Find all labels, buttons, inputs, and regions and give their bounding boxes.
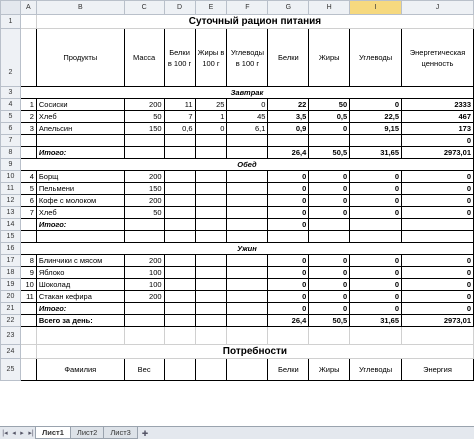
blank-energy[interactable]: 0 <box>402 135 474 147</box>
item-number[interactable]: 9 <box>20 267 36 279</box>
col-header-g[interactable]: G <box>268 1 309 15</box>
row-header[interactable]: 15 <box>1 231 21 243</box>
col-header-f[interactable]: F <box>227 1 268 15</box>
sheet-tab-bar <box>0 426 474 439</box>
item-number[interactable]: 11 <box>20 291 36 303</box>
item-carb[interactable]: 0 <box>350 195 402 207</box>
item-mass[interactable]: 200 <box>124 255 164 267</box>
section-breakfast[interactable]: Завтрак <box>230 88 264 97</box>
row-header[interactable]: 17 <box>1 255 21 267</box>
row-header[interactable]: 9 <box>1 159 21 171</box>
item-fat[interactable]: 0 <box>309 279 350 291</box>
item-carb[interactable]: 22,5 <box>350 111 402 123</box>
select-all-corner[interactable] <box>1 1 21 15</box>
item-number[interactable]: 7 <box>20 207 36 219</box>
item-fat100[interactable]: 1 <box>195 111 227 123</box>
item-mass[interactable]: 150 <box>124 123 164 135</box>
item-mass[interactable]: 50 <box>124 207 164 219</box>
header-prot100[interactable]: Белки в 100 г <box>164 29 195 87</box>
item-prot100[interactable]: 0,6 <box>164 123 195 135</box>
item-fat[interactable]: 0 <box>309 195 350 207</box>
item-mass[interactable]: 200 <box>124 99 164 111</box>
item-prot[interactable]: 0 <box>268 183 309 195</box>
item-carb[interactable]: 0 <box>350 207 402 219</box>
item-fat100[interactable]: 25 <box>195 99 227 111</box>
needs-header-carb[interactable]: Углеводы <box>350 359 402 381</box>
dinner-total-fat[interactable]: 0 <box>309 303 350 315</box>
row-header[interactable]: 22 <box>1 315 21 327</box>
item-number[interactable]: 8 <box>20 255 36 267</box>
item-fat[interactable]: 0 <box>309 123 350 135</box>
item-number[interactable]: 6 <box>20 195 36 207</box>
col-header-e[interactable]: E <box>195 1 227 15</box>
header-products[interactable]: Продукты <box>36 29 124 87</box>
item-carb100[interactable]: 45 <box>227 111 268 123</box>
sheet-title[interactable]: Суточный рацион питания <box>36 15 473 29</box>
item-mass[interactable]: 150 <box>124 183 164 195</box>
item-energy[interactable]: 0 <box>402 267 474 279</box>
item-fat[interactable]: 0 <box>309 183 350 195</box>
row-header[interactable]: 21 <box>1 303 21 315</box>
item-carb[interactable]: 0 <box>350 255 402 267</box>
row-header[interactable]: 14 <box>1 219 21 231</box>
item-prot[interactable]: 0 <box>268 279 309 291</box>
day-total-label[interactable]: Всего за день: <box>36 315 124 327</box>
item-carb[interactable]: 9,15 <box>350 123 402 135</box>
item-energy[interactable]: 0 <box>402 195 474 207</box>
row-header[interactable]: 1 <box>1 15 21 29</box>
col-header-a[interactable]: A <box>20 1 36 15</box>
row-header[interactable]: 10 <box>1 171 21 183</box>
item-energy[interactable]: 0 <box>402 183 474 195</box>
tab-sheet3[interactable]: Лист3 <box>103 427 137 439</box>
row-header[interactable]: 25 <box>1 359 21 381</box>
item-prot[interactable]: 3,5 <box>268 111 309 123</box>
item-mass[interactable]: 200 <box>124 171 164 183</box>
item-name[interactable]: Яблоко <box>36 267 124 279</box>
lunch-total-prot[interactable]: 0 <box>268 219 309 231</box>
col-header-b[interactable]: B <box>36 1 124 15</box>
item-mass[interactable]: 100 <box>124 267 164 279</box>
section-dinner[interactable]: Ужин <box>237 244 257 253</box>
row-header[interactable]: 20 <box>1 291 21 303</box>
header-carb100[interactable]: Углеводы в 100 г <box>227 29 268 87</box>
item-fat[interactable]: 0 <box>309 267 350 279</box>
first-sheet-icon[interactable]: |◂ <box>2 430 8 437</box>
breakfast-total-label[interactable]: Итого: <box>36 147 124 159</box>
item-name[interactable]: Кофе с молоком <box>36 195 124 207</box>
item-fat[interactable]: 0 <box>309 171 350 183</box>
item-prot[interactable]: 0 <box>268 171 309 183</box>
insert-sheet-icon[interactable]: ✚ <box>141 428 149 438</box>
needs-title[interactable]: Потребности <box>36 345 473 359</box>
dinner-total-label[interactable]: Итого: <box>36 303 124 315</box>
item-fat100[interactable]: 0 <box>195 123 227 135</box>
item-fat[interactable]: 50 <box>309 99 350 111</box>
item-prot[interactable]: 0 <box>268 207 309 219</box>
header-carb[interactable]: Углеводы <box>350 29 402 87</box>
day-total-prot[interactable]: 26,4 <box>268 315 309 327</box>
row-header[interactable]: 2 <box>1 29 21 87</box>
item-energy[interactable]: 0 <box>402 255 474 267</box>
item-prot[interactable]: 0 <box>268 195 309 207</box>
item-fat[interactable]: 0 <box>309 291 350 303</box>
last-sheet-icon[interactable]: ▸| <box>28 430 34 437</box>
item-number[interactable]: 3 <box>20 123 36 135</box>
item-number[interactable]: 1 <box>20 99 36 111</box>
needs-header-energy[interactable]: Энергия <box>402 359 474 381</box>
row-header[interactable]: 18 <box>1 267 21 279</box>
row-header[interactable]: 24 <box>1 345 21 359</box>
needs-header-fat[interactable]: Жиры <box>309 359 350 381</box>
item-energy[interactable]: 0 <box>402 279 474 291</box>
item-number[interactable]: 2 <box>20 111 36 123</box>
tab-navigation <box>0 429 36 437</box>
row-header[interactable]: 11 <box>1 183 21 195</box>
item-number[interactable]: 4 <box>20 171 36 183</box>
item-fat[interactable]: 0 <box>309 207 350 219</box>
row-header[interactable]: 7 <box>1 135 21 147</box>
breakfast-total-energy[interactable]: 2973,01 <box>402 147 474 159</box>
item-name[interactable]: Шоколад <box>36 279 124 291</box>
item-prot[interactable]: 22 <box>268 99 309 111</box>
prev-sheet-icon[interactable]: ◂ <box>12 430 16 437</box>
dinner-total-energy[interactable]: 0 <box>402 303 474 315</box>
column-header-row <box>1 1 474 15</box>
col-header-i[interactable]: I <box>350 1 402 15</box>
item-carb[interactable]: 0 <box>350 183 402 195</box>
item-energy[interactable]: 0 <box>402 171 474 183</box>
item-number[interactable]: 5 <box>20 183 36 195</box>
item-name[interactable]: Стакан кефира <box>36 291 124 303</box>
row-header[interactable]: 4 <box>1 99 21 111</box>
item-prot100[interactable]: 7 <box>164 111 195 123</box>
item-fat[interactable]: 0 <box>309 255 350 267</box>
dinner-total-carb[interactable]: 0 <box>350 303 402 315</box>
needs-header-surname[interactable]: Фамилия <box>36 359 124 381</box>
breakfast-total-carb[interactable]: 31,65 <box>350 147 402 159</box>
item-prot[interactable]: 0 <box>268 267 309 279</box>
item-carb[interactable]: 0 <box>350 291 402 303</box>
item-name[interactable]: Апельсин <box>36 123 124 135</box>
header-prot[interactable]: Белки <box>268 29 309 87</box>
tab-sheet2[interactable]: Лист2 <box>70 427 104 439</box>
breakfast-total-prot[interactable]: 26,4 <box>268 147 309 159</box>
header-fat100[interactable]: Жиры в 100 г <box>195 29 227 87</box>
row-header[interactable]: 16 <box>1 243 21 255</box>
item-carb[interactable]: 0 <box>350 279 402 291</box>
row-header[interactable]: 8 <box>1 147 21 159</box>
item-prot100[interactable]: 11 <box>164 99 195 111</box>
col-header-d[interactable]: D <box>164 1 195 15</box>
breakfast-total-fat[interactable]: 50,5 <box>309 147 350 159</box>
item-name[interactable]: Блинчики с мясом <box>36 255 124 267</box>
day-total-carb[interactable]: 31,65 <box>350 315 402 327</box>
item-prot[interactable]: 0 <box>268 291 309 303</box>
tab-sheet1[interactable]: Лист1 <box>35 427 71 439</box>
day-total-energy[interactable]: 2973,01 <box>402 315 474 327</box>
item-name[interactable]: Хлеб <box>36 207 124 219</box>
item-mass[interactable]: 200 <box>124 291 164 303</box>
item-number[interactable]: 10 <box>20 279 36 291</box>
item-energy[interactable]: 0 <box>402 207 474 219</box>
header-energy[interactable]: Энергетическая ценность <box>402 29 474 87</box>
row-header[interactable]: 6 <box>1 123 21 135</box>
item-carb[interactable]: 0 <box>350 267 402 279</box>
item-energy[interactable]: 0 <box>402 291 474 303</box>
item-energy[interactable]: 2333 <box>402 99 474 111</box>
item-name[interactable]: Хлеб <box>36 111 124 123</box>
item-energy[interactable]: 173 <box>402 123 474 135</box>
item-fat[interactable]: 0,5 <box>309 111 350 123</box>
item-carb[interactable]: 0 <box>350 171 402 183</box>
col-header-j[interactable]: J <box>402 1 474 15</box>
item-name[interactable]: Пельмени <box>36 183 124 195</box>
row-header[interactable]: 3 <box>1 87 21 99</box>
row-header[interactable]: 23 <box>1 327 21 345</box>
item-prot[interactable]: 0,9 <box>268 123 309 135</box>
item-carb[interactable]: 0 <box>350 99 402 111</box>
item-energy[interactable]: 467 <box>402 111 474 123</box>
row-header[interactable]: 19 <box>1 279 21 291</box>
needs-header-prot[interactable]: Белки <box>268 359 309 381</box>
lunch-total-label[interactable]: Итого: <box>36 219 124 231</box>
dinner-total-prot[interactable]: 0 <box>268 303 309 315</box>
header-mass[interactable]: Масса <box>124 29 164 87</box>
item-prot[interactable]: 0 <box>268 255 309 267</box>
row-header[interactable]: 5 <box>1 111 21 123</box>
next-sheet-icon[interactable]: ▸ <box>20 430 24 437</box>
header-fat[interactable]: Жиры <box>309 29 350 87</box>
section-lunch[interactable]: Обед <box>237 160 257 169</box>
item-carb100[interactable]: 6,1 <box>227 123 268 135</box>
col-header-h[interactable]: H <box>309 1 350 15</box>
item-name[interactable]: Борщ <box>36 171 124 183</box>
needs-header-weight[interactable]: Вес <box>124 359 164 381</box>
row-header[interactable]: 12 <box>1 195 21 207</box>
item-mass[interactable]: 200 <box>124 195 164 207</box>
item-name[interactable]: Сосиски <box>36 99 124 111</box>
day-total-fat[interactable]: 50,5 <box>309 315 350 327</box>
item-mass[interactable]: 100 <box>124 279 164 291</box>
col-header-c[interactable]: C <box>124 1 164 15</box>
item-mass[interactable]: 50 <box>124 111 164 123</box>
item-carb100[interactable]: 0 <box>227 99 268 111</box>
row-header[interactable]: 13 <box>1 207 21 219</box>
